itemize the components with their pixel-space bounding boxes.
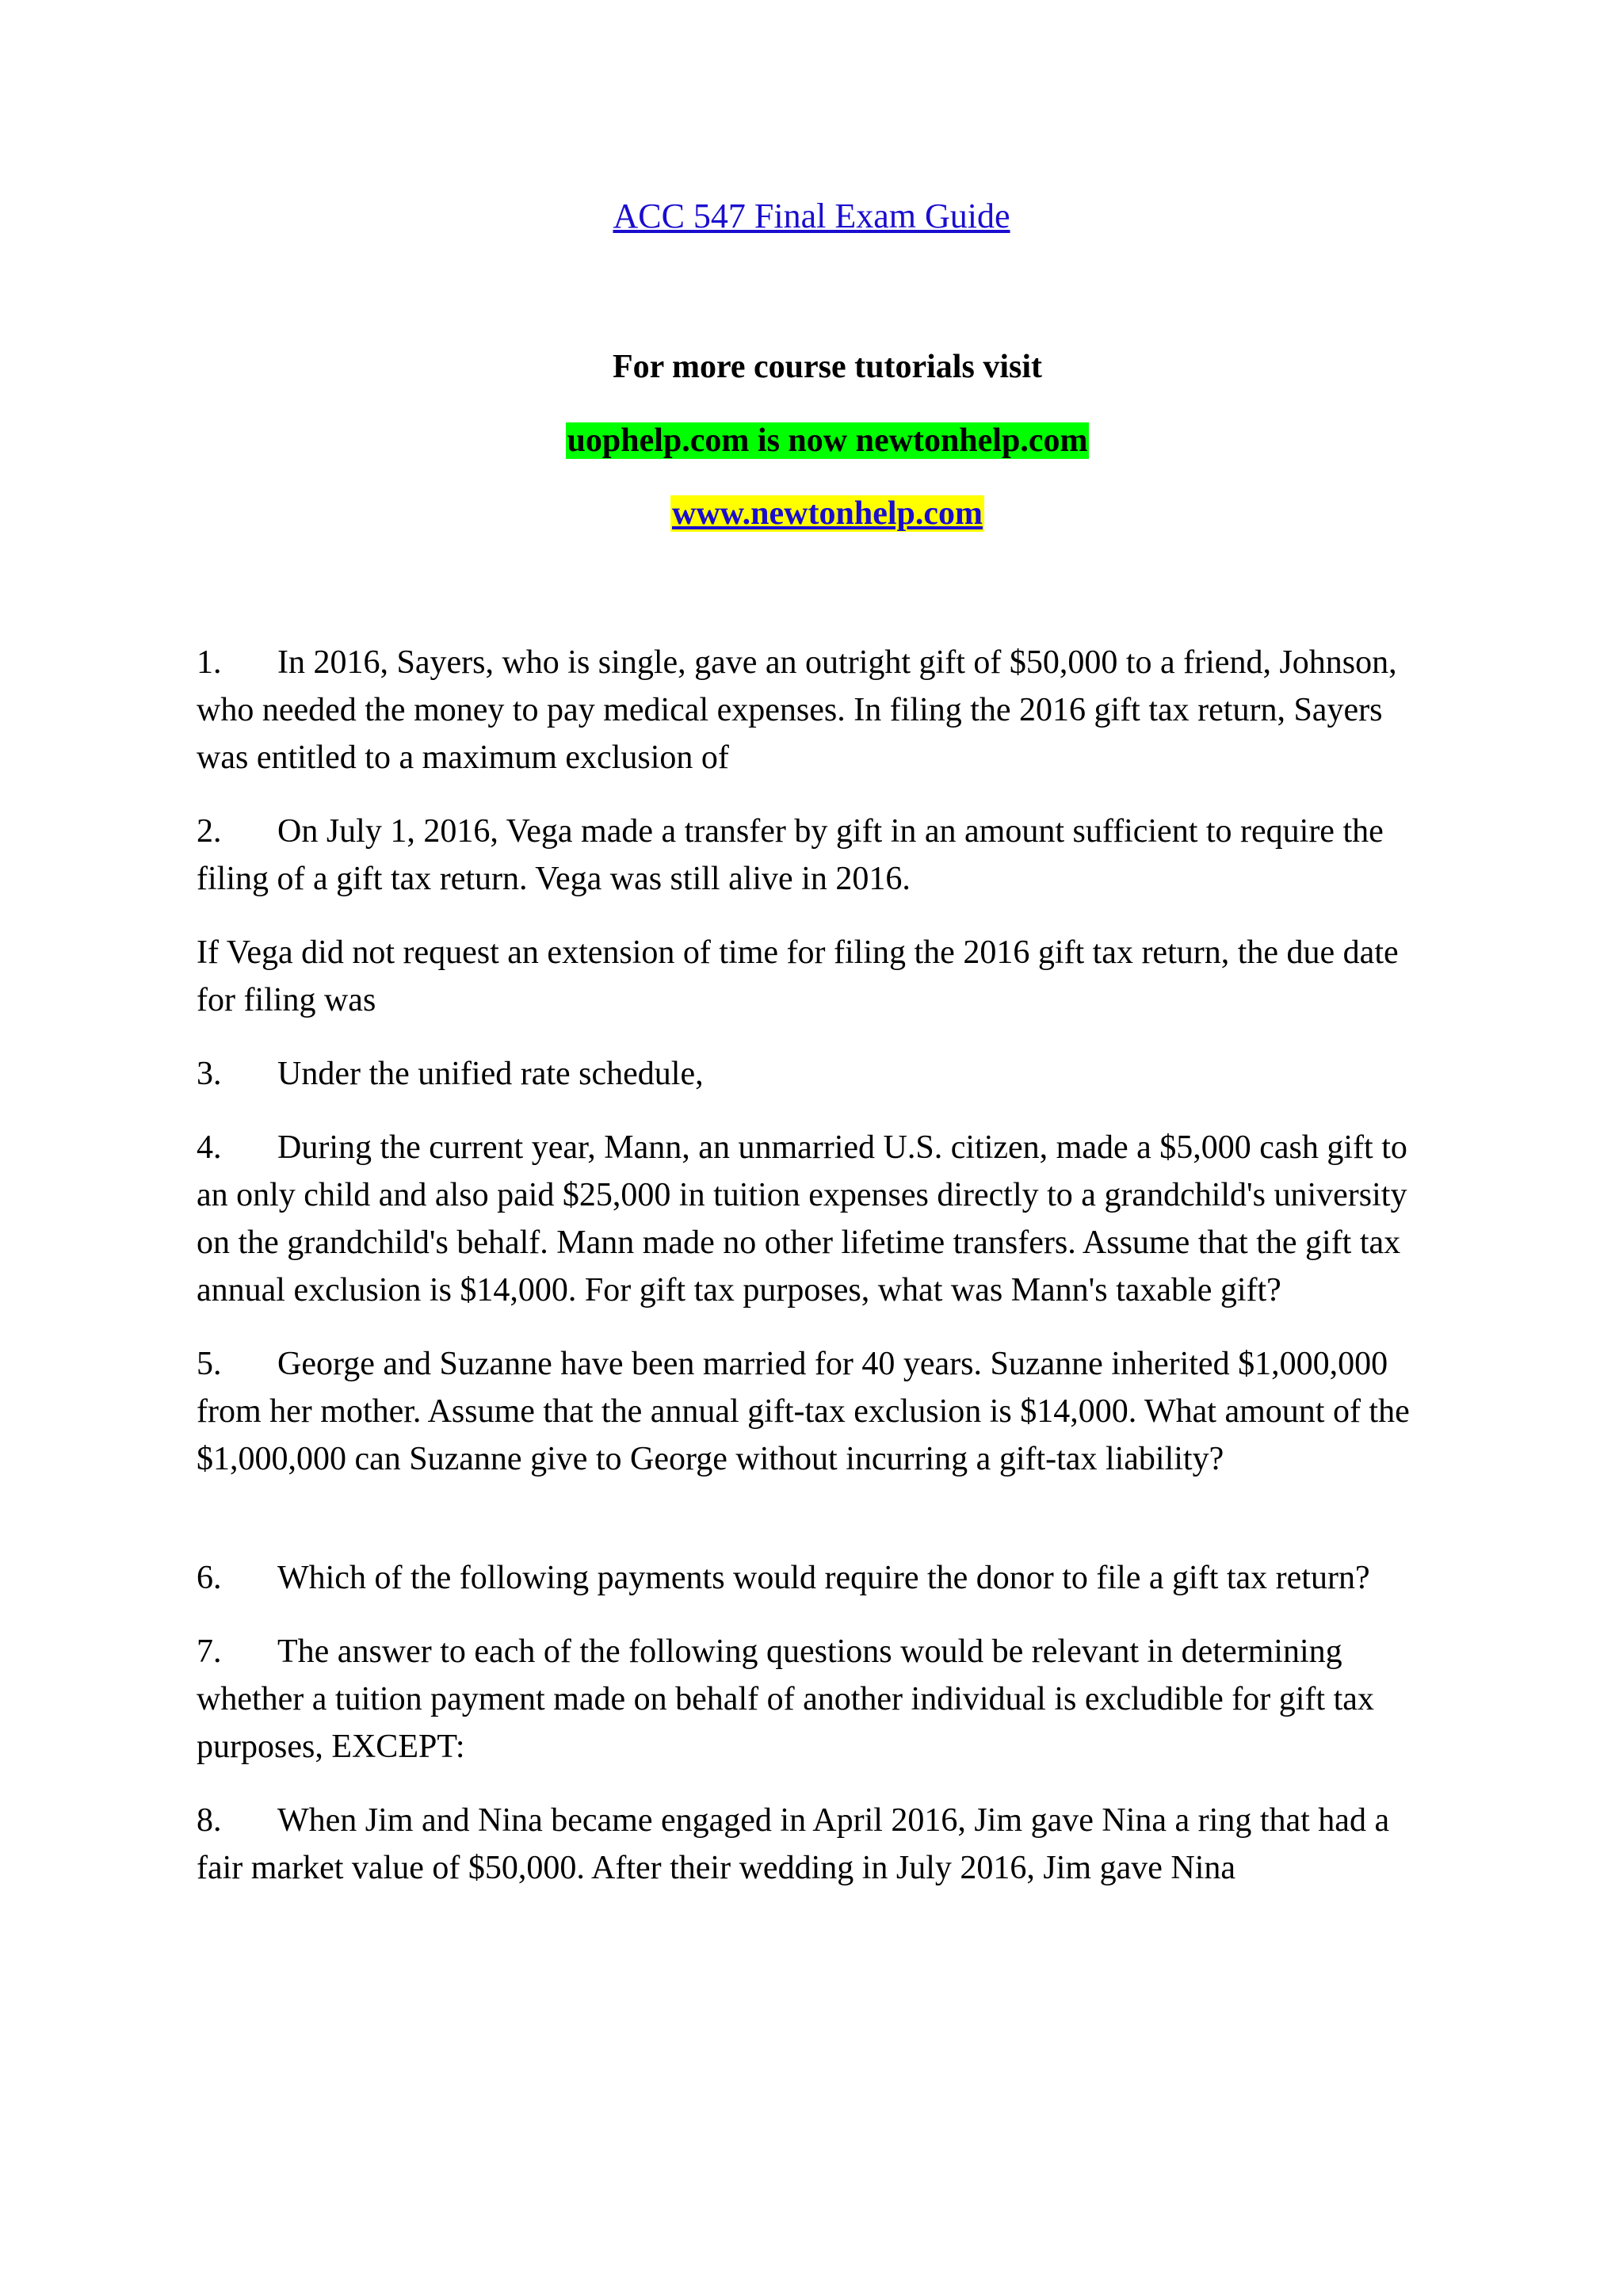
question-number: 1. xyxy=(197,644,222,681)
question-8 xyxy=(197,1797,1433,1892)
question-text: In 2016, Sayers, who is single, gave an outright gift of $50,000 to a friend, Johnson, who needed the money to pay medical expenses. In filing the 2016 gift tax return, Sayers was entitled to a maximum exclusion of xyxy=(197,644,1397,776)
question-1 xyxy=(197,639,1433,781)
question-number: 5. xyxy=(197,1346,222,1382)
question-text: Which of the following payments would require the donor to file a gift tax return? xyxy=(277,1560,1370,1596)
question-4 xyxy=(197,1124,1433,1314)
title-link[interactable]: ACC 547 Final Exam Guide xyxy=(613,197,1010,235)
question-text: George and Suzanne have been married for 40 years. Suzanne inherited $1,000,000 from her mother. Assume that the annual gift-tax exclusion is $14,000. What amount of the $1,000,000 can Suzanne give to George without incurring a gift-tax liability? xyxy=(197,1346,1410,1477)
question-2-continuation: If Vega did not request an extension of time for filing the 2016 gift tax return, the due date for filing was xyxy=(197,934,1399,1018)
question-text: During the current year, Mann, an unmarried U.S. citizen, made a $5,000 cash gift to an only child and also paid $25,000 in tuition expenses directly to a grandchild's university on the grandchild's behalf. Mann made no other lifetime transfers. Assume that the gift tax annual exclusion is $14,000. For gift tax purposes, what was Mann's taxable gift? xyxy=(197,1129,1407,1308)
promo-notice-text: uophelp.com is now newtonhelp.com xyxy=(567,422,1088,459)
question-7 xyxy=(197,1628,1433,1771)
question-2 xyxy=(197,808,1433,903)
question-6 xyxy=(197,1554,1433,1602)
promo-url-link[interactable]: www.newtonhelp.com xyxy=(671,495,983,532)
question-number: 7. xyxy=(197,1633,222,1670)
question-list xyxy=(197,639,1433,1918)
question-text: The answer to each of the following questions would be relevant in determining whether a tuition payment made on behalf of another individual is excludible for gift tax purposes, EXCEPT: xyxy=(197,1633,1374,1765)
question-text: Under the unified rate schedule, xyxy=(277,1056,704,1092)
question-number: 6. xyxy=(197,1560,222,1596)
question-5 xyxy=(197,1340,1433,1483)
promo-url-line xyxy=(0,491,1623,536)
question-number: 4. xyxy=(197,1129,222,1166)
question-number: 3. xyxy=(197,1056,222,1092)
question-text: When Jim and Nina became engaged in April 2016, Jim gave Nina a ring that had a fair market value of $50,000. After their wedding in July 2016, Jim gave Nina xyxy=(197,1802,1390,1886)
promo-heading: For more course tutorials visit xyxy=(612,349,1042,385)
question-number: 2. xyxy=(197,813,222,850)
question-number: 8. xyxy=(197,1802,222,1839)
promo-notice-line xyxy=(0,418,1623,463)
question-3 xyxy=(197,1050,1433,1098)
question-text: On July 1, 2016, Vega made a transfer by gift in an amount sufficient to require the filing of a gift tax return. Vega was still alive in 2016. xyxy=(197,813,1384,897)
